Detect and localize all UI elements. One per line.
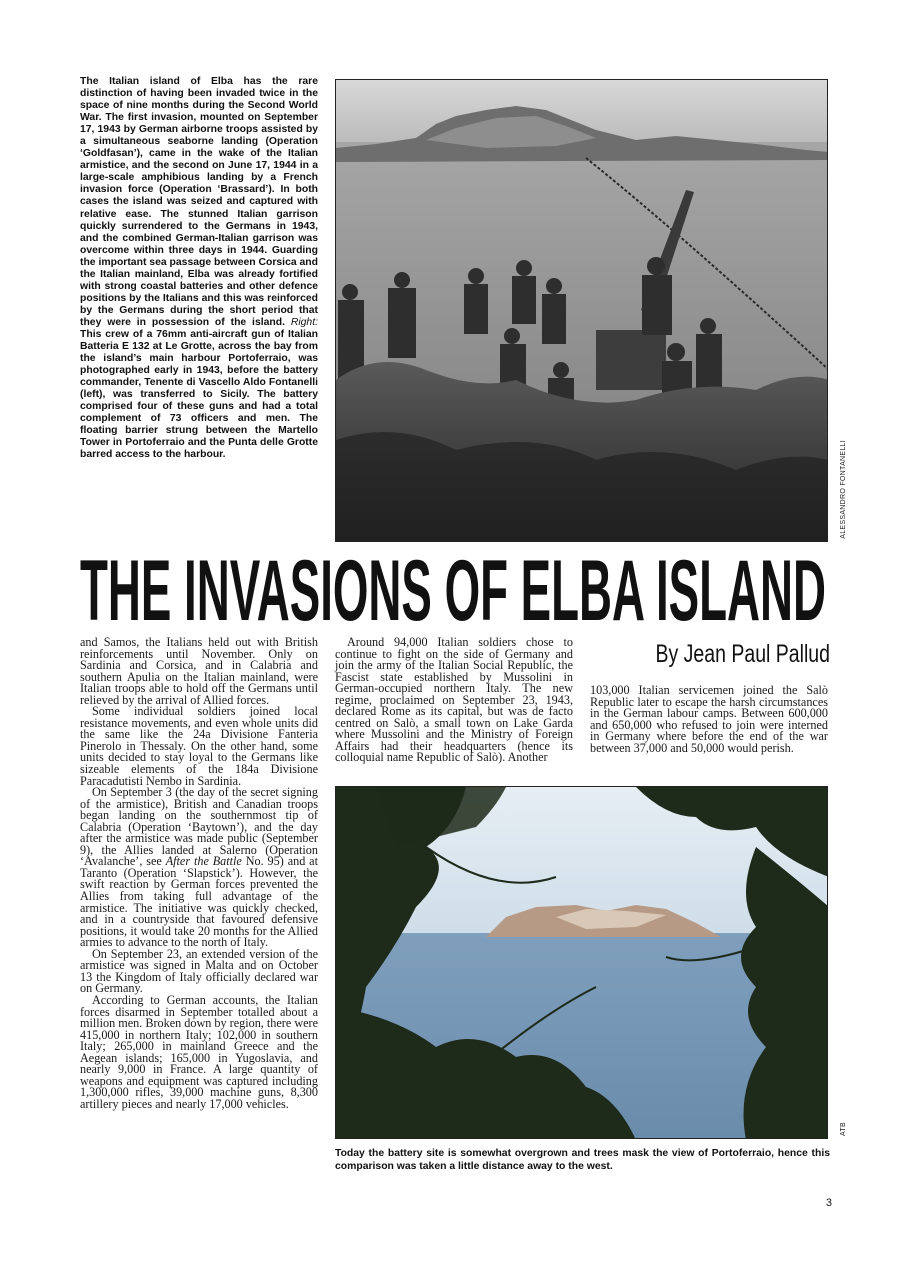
body-column-left (80, 637, 318, 1110)
historic-battery-photo (335, 79, 828, 542)
modern-comparison-photo (335, 786, 828, 1139)
photo-credit-bottom: ATB (840, 1122, 847, 1136)
paragraph-text: On September 3 (the day of the secret signing of the armistice), British and Canadian troops began landing on the southernmost tip of Calabria (Operation ‘Baytown’), and the day after the armistice was made public (September 9), the Allies landed at Salerno (Operation ‘Avalanche’, see (80, 785, 318, 869)
paragraph (80, 787, 318, 949)
byline: By Jean Paul Pallud (655, 640, 830, 668)
paragraph: Around 94,000 Italian soldiers chose to continue to fight on the side of Germany and join the army of the Italian Social Republic, the Fascist state established by Mussolini in German-occupied northern Italy. The new regime, proclaimed on September 23, 1943, declared Rome as its capital, but was de facto centred on Salò, a small town on Lake Garda where Mussolini and the Ministry of Foreign Affairs had their headquarters (hence its colloquial name Republic of Salò). Another (335, 635, 573, 765)
top-photo-caption (80, 76, 318, 462)
photo-credit-top: ALESSANDRO FONTANELLI (840, 440, 847, 539)
paragraph: Some individual soldiers joined local resistance movements, and even whole units did the same like the 24a Divisione Fanteria Pinerolo in Thessaly. On the other hand, some units decided to stay loyal to the Germans like sizeable elements of the 184a Divisione Paracadutisti Nembo in Sardinia. (80, 704, 318, 788)
caption-text-continued: This crew of a 76mm anti-aircraft gun of Italian Batteria E 132 at Le Grotte, across the bay from the island’s main harbour Portoferraio, was photographed early in 1943, before the battery commander, Tenente di Vascello Aldo Fontanelli (left), was transferred to Sicily. The battery comprised four of these guns and had a total complement of 73 officers and men. The floating barrier strung between the Martello Tower in Portoferraio and the Punta delle Grotte barred access to the harbour. (80, 328, 318, 461)
historic-battery-photo-image (336, 80, 828, 542)
headline-text: THE INVASIONS OF ELBA ISLAND (80, 552, 826, 628)
headline (80, 552, 828, 628)
paragraph-text: No. 95) and at Taranto (Operation ‘Slapstick’). However, the swift reaction by German forces prevented the Allies from taking full advantage of the armistice. The initiative was quickly checked, and in a countryside that favoured defensive positions, it would take 20 months for the Allied armies to advance to the north of Italy. (80, 854, 318, 950)
body-column-right (590, 685, 828, 754)
caption-direction: Right: (290, 316, 318, 328)
body-column-middle (335, 637, 573, 764)
paragraph: and Samos, the Italians held out with British reinforcements until November. Only on Sardinia and Corsica, and in Calabria and southern Apulia on the Italian mainland, were Italian troops able to hold off the Germans until relieved by the arrival of Allied forces. (80, 635, 318, 707)
page-number: 3 (825, 1197, 832, 1209)
modern-comparison-photo-image (336, 787, 828, 1139)
bottom-photo-caption: Today the battery site is somewhat overgrown and trees mask the view of Portoferraio, hence this comparison was taken a little distance away to the west. (335, 1148, 830, 1172)
paragraph: According to German accounts, the Italian forces disarmed in September totalled about a million men. Broken down by region, there were 415,000 in northern Italy; 102,000 in southern Italy; 265,000 in mainland Greece and the Aegean islands; 165,000 in Yugoslavia, and nearly 9,000 in France. A large quantity of weapons and equipment was captured including 1,300,000 rifles, 39,000 machine guns, 8,300 artillery pieces and nearly 17,000 vehicles. (80, 992, 318, 1111)
paragraph: 103,000 Italian servicemen joined the Salò Republic later to escape the harsh circumstances in the German labour camps. Between 600,000 and 650,000 who refused to join were interned in Germany where before the end of the war between 37,000 and 50,000 would perish. (590, 683, 828, 755)
paragraph: On September 23, an extended version of the armistice was signed in Malta and on October 13 the Kingdom of Italy officially declared war on Germany. (80, 946, 318, 996)
caption-text: The Italian island of Elba has the rare distinction of having been invaded twice in the space of nine months during the Second World War. The first invasion, mounted on September 17, 1943 by German airborne troops assisted by a simultaneous seaborne landing (Operation ‘Goldfasan’), came in the wake of the Italian armistice, and the second on June 17, 1944 in a large-scale amphibious landing by a French invasion force (Operation ‘Brassard’). In both cases the island was seized and captured with relative ease. The stunned Italian garrison quickly surrendered to the Germans in 1943, and the combined German-Italian garrison was overcome within three days in 1944. Guarding the important sea passage between Corsica and the Italian mainland, Elba was already fortified with strong coastal batteries and other defence positions by the Italians and this was reinforced by the Germans during the short period that they were in possession of the island. (80, 76, 318, 328)
headline-svg (80, 552, 828, 628)
publication-title: After the Battle (165, 854, 242, 869)
